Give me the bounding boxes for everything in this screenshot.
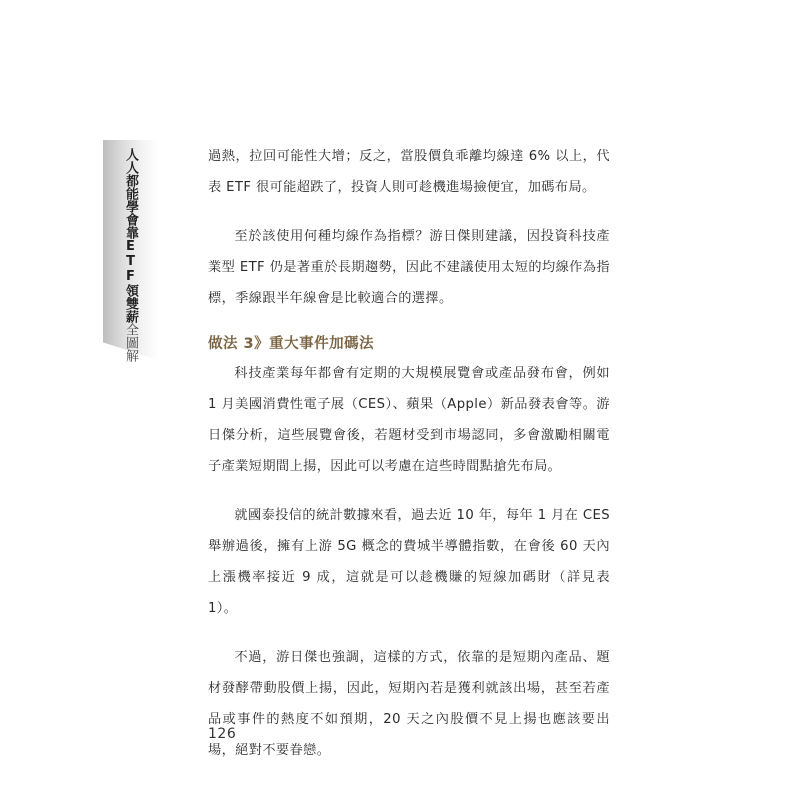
side-tab-title bbox=[117, 148, 143, 362]
paragraph-5: 不過，游日傑也強調，這樣的方式，依靠的是短期內產品、題材發酵帶動股價上揚，因此，短期內若是獲利就該出場，甚至若產品或事件的熱度不如預期，20 天之內股價不見上揚也應該要出場，絕對不要眷戀。 bbox=[208, 650, 610, 758]
side-tab-title-main: 人人都能學會靠ETF領雙薪 bbox=[123, 148, 138, 323]
body-text bbox=[208, 141, 610, 766]
paragraph-4: 就國泰投信的統計數據來看，過去近 10 年，每年 1 月在 CES 舉辦過後，擁有上游 5G 概念的費城半導體指數，在會後 60 天內上漲機率接近 9 成，這就是可以趁機賺的短線加碼財（詳見表 1）。 bbox=[208, 508, 610, 616]
paragraph-1: 過熱，拉回可能性大增；反之，當股價負乖離均線達 6% 以上，代表 ETF 很可能超跌了，投資人則可趁機進場撿便宜，加碼布局。 bbox=[208, 149, 610, 195]
paragraph-3: 科技產業每年都會有定期的大規模展覽會或產品發布會，例如 1 月美國消費性電子展（CES）、蘋果（Apple）新品發表會等。游日傑分析，這些展覽會後，若題材受到市場認同，多會激勵相關電子產業短期間上揚，因此可以考慮在這些時間點搶先布局。 bbox=[208, 366, 610, 474]
side-tab-title-sub: 全圖解 bbox=[123, 323, 138, 362]
paragraph-2: 至於該使用何種均線作為指標？游日傑則建議，因投資科技產業型 ETF 仍是著重於長期趨勢，因此不建議使用太短的均線作為指標，季線跟半年線會是比較適合的選擇。 bbox=[208, 229, 610, 306]
section-heading: 做法 3》重大事件加碼法 bbox=[208, 336, 375, 352]
page-number: 126 bbox=[208, 726, 237, 742]
